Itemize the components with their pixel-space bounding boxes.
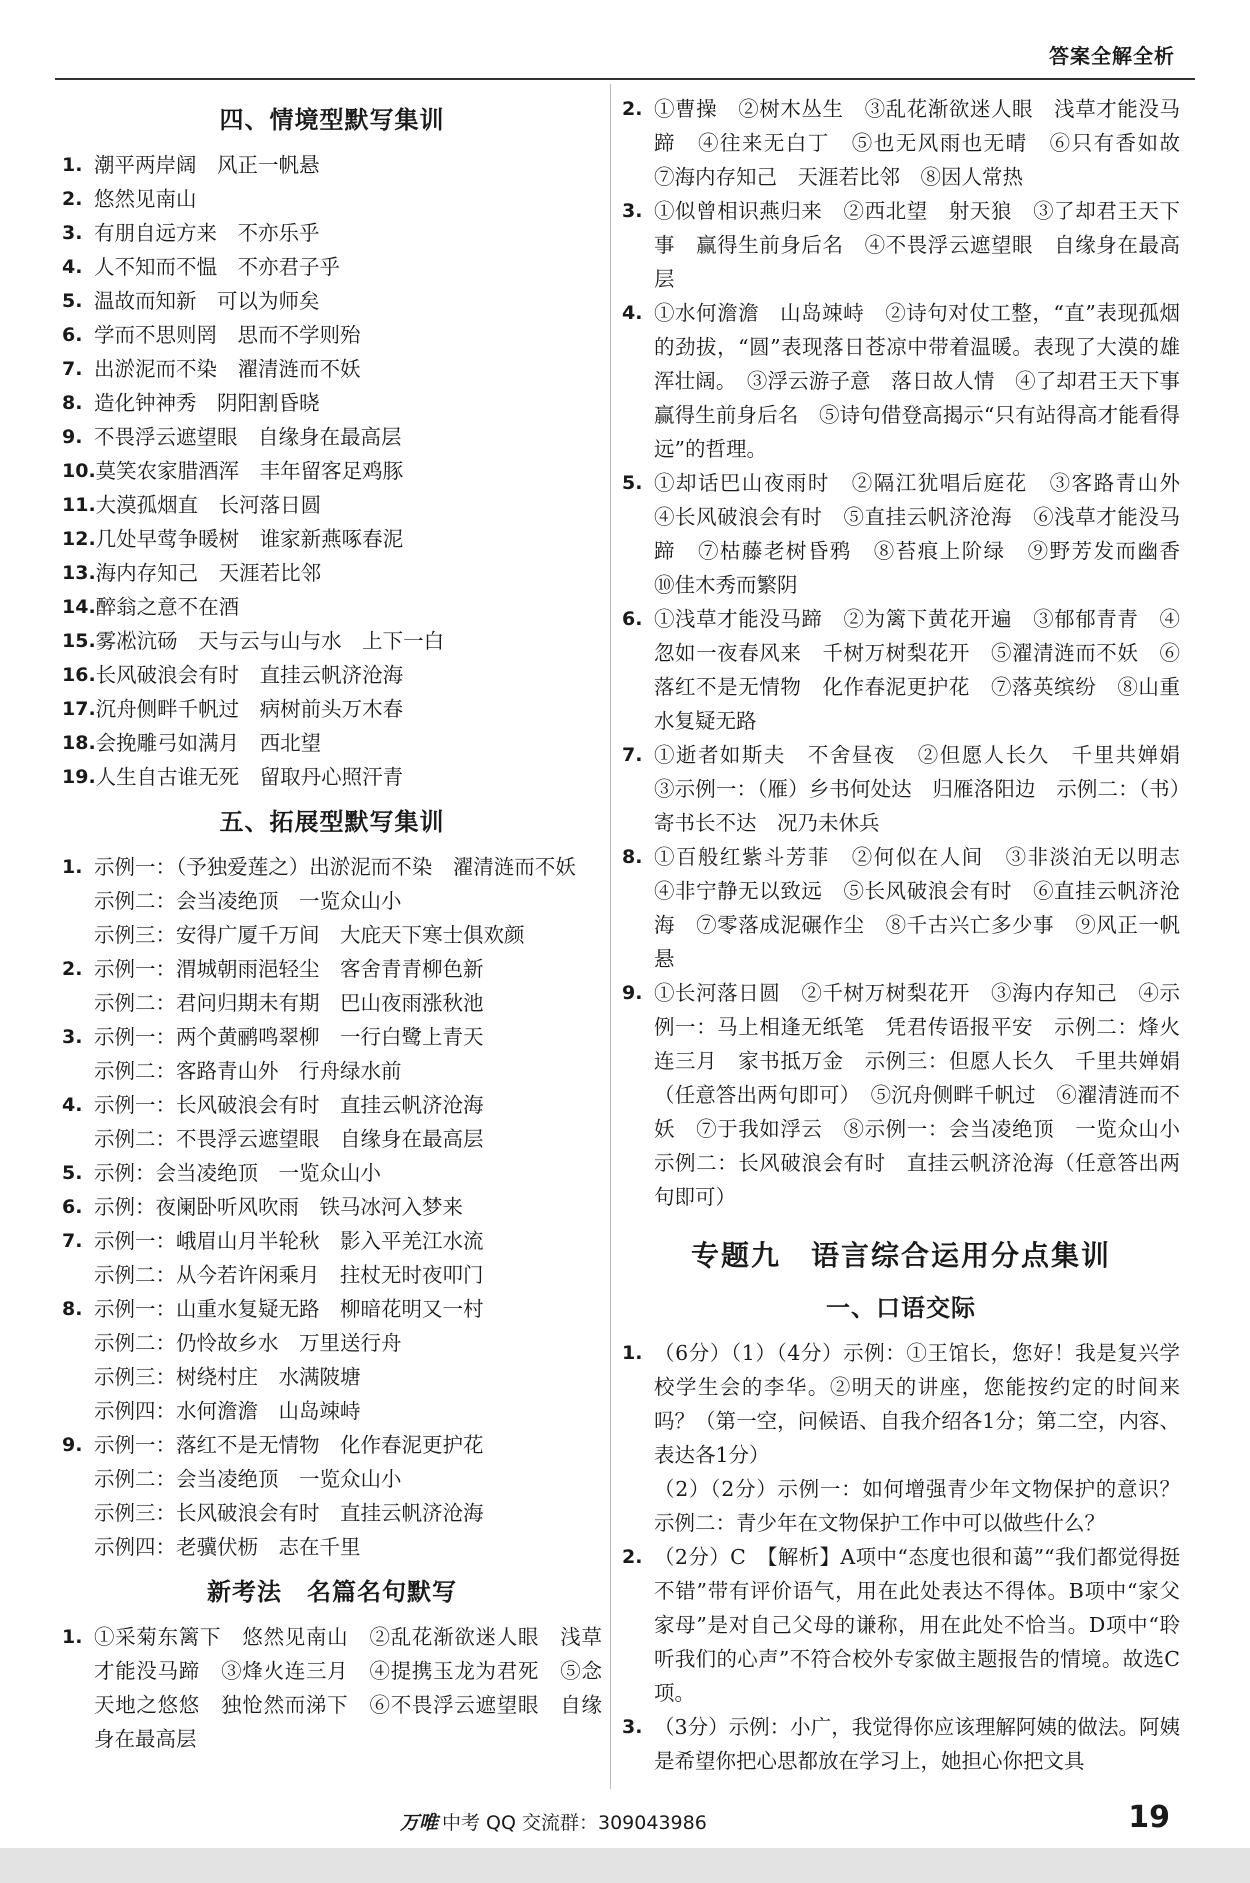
item-number: 10.	[62, 460, 96, 482]
item-line: 示例三：安得广厦千万间 大庇天下寒士俱欢颜	[94, 923, 525, 947]
item-text	[94, 1428, 602, 1564]
item-number: 3.	[622, 1716, 643, 1738]
item-number: 19.	[62, 766, 96, 788]
list-item	[622, 1540, 1180, 1710]
section-4-list	[62, 148, 602, 794]
item-number: 6.	[622, 608, 643, 630]
item-number: 5.	[62, 290, 83, 312]
section-new-list	[62, 1620, 602, 1756]
list-item	[622, 1336, 1180, 1540]
item-number: 16.	[62, 664, 96, 686]
item-text: 有朋自远方来 不亦乐乎	[94, 221, 320, 245]
item-number: 14.	[62, 596, 96, 618]
item-number: 11.	[62, 494, 96, 516]
item-number: 4.	[622, 302, 643, 324]
list-item	[62, 318, 602, 352]
list-item	[62, 1088, 602, 1156]
item-line: 示例一：长风破浪会有时 直挂云帆济沧海	[94, 1093, 484, 1117]
item-text	[94, 1190, 602, 1224]
item-number: 7.	[622, 744, 643, 766]
item-line: 示例一：渭城朝雨浥轻尘 客舍青青柳色新	[94, 957, 484, 981]
list-item	[62, 284, 602, 318]
item-text: 人不知而不愠 不亦君子乎	[94, 255, 340, 279]
section-oral-list	[622, 1336, 1180, 1778]
list-item	[622, 602, 1180, 738]
item-text: 雾凇沆砀 天与云与山与水 上下一白	[95, 629, 445, 653]
item-number: 8.	[62, 1298, 83, 1320]
item-number: 3.	[622, 200, 643, 222]
item-number: 3.	[62, 1026, 83, 1048]
item-text	[94, 1156, 602, 1190]
item-number: 3.	[62, 222, 83, 244]
page-footer	[0, 1800, 1250, 1840]
item-text: 温故而知新 可以为师矣	[94, 289, 320, 313]
brand-logo: 万唯	[400, 1812, 439, 1834]
item-text: ①曹操 ②树木丛生 ③乱花渐欲迷人眼 浅草才能没马蹄 ④往来无白丁 ⑤也无风雨也无晴 ⑥只有香如故 ⑦海内存知己 天涯若比邻 ⑧因人常热	[654, 97, 1201, 189]
list-item	[622, 194, 1180, 296]
item-text: ①百般红紫斗芳菲 ②何似在人间 ③非淡泊无以明志 ④非宁静无以致远 ⑤长风破浪会有时 ⑥直挂云帆济沧海 ⑦零落成泥碾作尘 ⑧千古兴亡多少事 ⑨风正一帆悬	[654, 845, 1201, 971]
item-text: ①长河落日圆 ②千树万树梨花开 ③海内存知己 ④示例一：马上相逢无纸笔 凭君传语报平安 示例二：烽火连三月 家书抵万金 示例三：但愿人长久 千里共婵娟（任意答出两句即可） ⑤沉舟侧畔千帆过 ⑥濯清涟而不妖 ⑦于我如浮云 ⑧示例一：会当凌绝顶 一览众山小 示例二：长风破浪会有时 直挂云帆济沧海（任意答出两句即可）	[654, 981, 1201, 1209]
list-item	[622, 840, 1201, 976]
item-line: 示例二：不畏浮云遮望眼 自缘身在最高层	[94, 1127, 484, 1151]
list-item	[62, 250, 602, 284]
item-number: 2.	[62, 188, 83, 210]
list-item	[62, 850, 602, 952]
item-number: 18.	[62, 732, 96, 754]
item-text: ①水何澹澹 山岛竦峙 ②诗句对仗工整，“直”表现孤烟的劲拔，“圆”表现落日苍凉中带着温暖。表现了大漠的雄浑壮阔。 ③浮云游子意 落日故人情 ④了却君王天下事 赢得生前身后名 ⑤诗句借登高揭示“只有站得高才能看得远”的哲理。	[654, 301, 1201, 461]
item-line: 示例二：君问归期未有期 巴山夜雨涨秋池	[94, 991, 484, 1015]
section-title-new: 新考法 名篇名句默写	[207, 1578, 457, 1606]
item-number: 8.	[622, 846, 643, 868]
list-item	[62, 1020, 602, 1088]
list-item	[62, 760, 602, 794]
item-text: （2分）C 【解析】A项中“态度也很和蔼”“我们都觉得挺不错”带有评价语气，用在此处表达不得体。B项中“家父家母”是对自己父母的谦称，用在此处不恰当。D项中“聆听我们的心声”不符合校外专家做主题报告的情境。故选C项。	[654, 1545, 1180, 1705]
list-item	[62, 522, 602, 556]
item-text: 不畏浮云遮望眼 自缘身在最高层	[94, 425, 402, 449]
item-text: 醉翁之意不在酒	[95, 595, 240, 619]
header-label: 答案全解全析	[1049, 44, 1175, 68]
item-line: 示例一：山重水复疑无路 柳暗花明又一村	[94, 1297, 484, 1321]
item-number: 9.	[62, 426, 83, 448]
section-5-list	[62, 850, 602, 1564]
item-number: 7.	[62, 1230, 83, 1252]
item-text: 海内存知己 天涯若比邻	[95, 561, 322, 585]
right-column	[622, 92, 1201, 1778]
item-text: ①浅草才能没马蹄 ②为篱下黄花开遍 ③郁郁青青 ④忽如一夜春风来 千树万树梨花开 ⑤濯清涟而不妖 ⑥落红不是无情物 化作春泥更护花 ⑦落英缤纷 ⑧山重水复疑无路	[654, 607, 1180, 733]
item-text: 沉舟侧畔千帆过 病树前头万木春	[95, 697, 404, 721]
list-item	[62, 1292, 602, 1428]
list-item	[622, 92, 1201, 194]
item-line: 示例二：会当凌绝顶 一览众山小	[94, 1467, 402, 1491]
item-text: 人生自古谁无死 留取丹心照汗青	[95, 765, 404, 789]
left-column	[62, 92, 602, 1756]
item-line: 示例三：长风破浪会有时 直挂云帆济沧海	[94, 1501, 484, 1525]
list-item	[62, 454, 602, 488]
item-line: 示例三：树绕村庄 水满陂塘	[94, 1365, 361, 1389]
item-number: 2.	[622, 1546, 643, 1568]
list-item	[622, 296, 1201, 466]
item-text: 潮平两岸阔 风正一帆悬	[94, 153, 320, 177]
item-text	[94, 952, 602, 1020]
item-text: 几处早莺争暖树 谁家新燕啄春泥	[95, 527, 404, 551]
list-item	[62, 590, 602, 624]
item-line: 示例二：客路青山外 行舟绿水前	[94, 1059, 402, 1083]
list-item	[62, 488, 602, 522]
item-text: 出淤泥而不染 濯清涟而不妖	[94, 357, 361, 381]
item-line: 示例一：（予独爱莲之）出淤泥而不染 濯清涟而不妖	[94, 855, 576, 879]
item-number: 15.	[62, 630, 96, 652]
item-number: 13.	[62, 562, 96, 584]
list-item	[62, 182, 602, 216]
item-number: 1.	[62, 856, 83, 878]
item-line: 示例四：水何澹澹 山岛竦峙	[94, 1399, 361, 1423]
section-title-4: 四、情境型默写集训	[219, 106, 445, 134]
item-number: 5.	[622, 472, 643, 494]
item-number: 4.	[62, 1094, 83, 1116]
item-text	[94, 1224, 602, 1292]
right-continued-list	[622, 92, 1201, 1214]
list-item	[62, 624, 602, 658]
list-item	[62, 556, 602, 590]
item-line: 示例一：峨眉山月半轮秋 影入平羌江水流	[94, 1229, 484, 1253]
item-line: 示例二：会当凌绝顶 一览众山小	[94, 889, 402, 913]
item-line: 示例四：老骥伏枥 志在千里	[94, 1535, 361, 1559]
bottom-band	[0, 1848, 1250, 1883]
item-number: 1.	[62, 154, 83, 176]
item-text	[94, 1088, 602, 1156]
list-item	[62, 692, 602, 726]
item-line: （2）（2分）示例一：如何增强青少年文物保护的意识？示例二：青少年在文物保护工作中可以做些什么？	[654, 1477, 1180, 1535]
item-number: 2.	[62, 958, 83, 980]
list-item	[62, 726, 602, 760]
item-number: 17.	[62, 698, 96, 720]
item-number: 5.	[62, 1162, 83, 1184]
footer-group-info: 中考 QQ 交流群：309043986	[442, 1812, 707, 1834]
list-item	[62, 386, 602, 420]
item-text: ①采菊东篱下 悠然见南山 ②乱花渐欲迷人眼 浅草才能没马蹄 ③烽火连三月 ④提携玉龙为君死 ⑤念天地之悠悠 独怆然而涕下 ⑥不畏浮云遮望眼 自缘身在最高层	[94, 1625, 602, 1751]
item-line: （6分）（1）（4分）示例：①王馆长，您好！我是复兴学校学生会的李华。②明天的讲座，您能按约定的时间来吗？（第一空，问候语、自我介绍各1分；第二空，内容、表达各1分）	[654, 1341, 1180, 1467]
list-item	[62, 420, 602, 454]
topic-title: 专题九 语言综合运用分点集训	[690, 1239, 1111, 1272]
item-number: 9.	[622, 982, 643, 1004]
section-title-oral: 一、口语交际	[826, 1294, 976, 1322]
item-text	[94, 1020, 602, 1088]
item-number: 2.	[622, 98, 643, 120]
footer-text	[400, 1808, 707, 1835]
item-number: 1.	[622, 1342, 643, 1364]
item-number: 7.	[62, 358, 83, 380]
item-number: 9.	[62, 1434, 83, 1456]
item-text: 莫笑农家腊酒浑 丰年留客足鸡豚	[95, 459, 404, 483]
list-item	[62, 952, 602, 1020]
item-line: 示例：会当凌绝顶 一览众山小	[94, 1161, 381, 1185]
item-text: 长风破浪会有时 直挂云帆济沧海	[95, 663, 404, 687]
list-item	[62, 1620, 602, 1756]
item-number: 1.	[62, 1626, 83, 1648]
list-item	[622, 738, 1201, 840]
column-divider	[610, 84, 611, 1789]
item-text: （3分）示例：小广，我觉得你应该理解阿姨的做法。阿姨是希望你把心思都放在学习上，她担心你把文具	[654, 1715, 1180, 1773]
item-line: 示例一：落红不是无情物 化作春泥更护花	[94, 1433, 484, 1457]
list-item	[62, 148, 602, 182]
list-item	[622, 1710, 1180, 1778]
item-text: 会挽雕弓如满月 西北望	[95, 731, 322, 755]
item-line: 示例：夜阑卧听风吹雨 铁马冰河入梦来	[94, 1195, 463, 1219]
item-text	[654, 1336, 1180, 1540]
item-text: 造化钟神秀 阴阳割昏晓	[94, 391, 320, 415]
section-title-5: 五、拓展型默写集训	[219, 808, 445, 836]
list-item	[62, 1428, 602, 1564]
item-text	[94, 850, 602, 952]
item-text: 学而不思则罔 思而不学则殆	[94, 323, 361, 347]
list-item	[622, 976, 1201, 1214]
item-text: ①却话巴山夜雨时 ②隔江犹唱后庭花 ③客路青山外 ④长风破浪会有时 ⑤直挂云帆济沧海 ⑥浅草才能没马蹄 ⑦枯藤老树昏鸦 ⑧苔痕上阶绿 ⑨野芳发而幽香 ⑩佳木秀而繁阴	[654, 471, 1201, 597]
item-number: 8.	[62, 392, 83, 414]
list-item	[62, 352, 602, 386]
item-number: 4.	[62, 256, 83, 278]
list-item	[62, 216, 602, 250]
item-text: ①逝者如斯夫 不舍昼夜 ②但愿人长久 千里共婵娟 ③示例一：（雁）乡书何处达 归雁洛阳边 示例二：（书）寄书长不达 况乃未休兵	[654, 743, 1201, 835]
page-number: 19	[1128, 1800, 1170, 1835]
item-number: 6.	[62, 1196, 83, 1218]
header-rule	[55, 78, 1195, 80]
item-text	[94, 1292, 602, 1428]
item-number: 12.	[62, 528, 96, 550]
item-number: 6.	[62, 324, 83, 346]
list-item	[622, 466, 1201, 602]
list-item	[62, 1190, 602, 1224]
list-item	[62, 1156, 602, 1190]
item-text: 悠然见南山	[94, 187, 197, 211]
list-item	[62, 1224, 602, 1292]
item-text: ①似曾相识燕归来 ②西北望 射天狼 ③了却君王天下事 赢得生前身后名 ④不畏浮云遮望眼 自缘身在最高层	[654, 199, 1180, 291]
item-line: 示例二：仍怜故乡水 万里送行舟	[94, 1331, 402, 1355]
item-line: 示例一：两个黄鹂鸣翠柳 一行白鹭上青天	[94, 1025, 484, 1049]
list-item	[62, 658, 602, 692]
item-line: 示例二：从今若许闲乘月 拄杖无时夜叩门	[94, 1263, 484, 1287]
item-text: 大漠孤烟直 长河落日圆	[95, 493, 322, 517]
